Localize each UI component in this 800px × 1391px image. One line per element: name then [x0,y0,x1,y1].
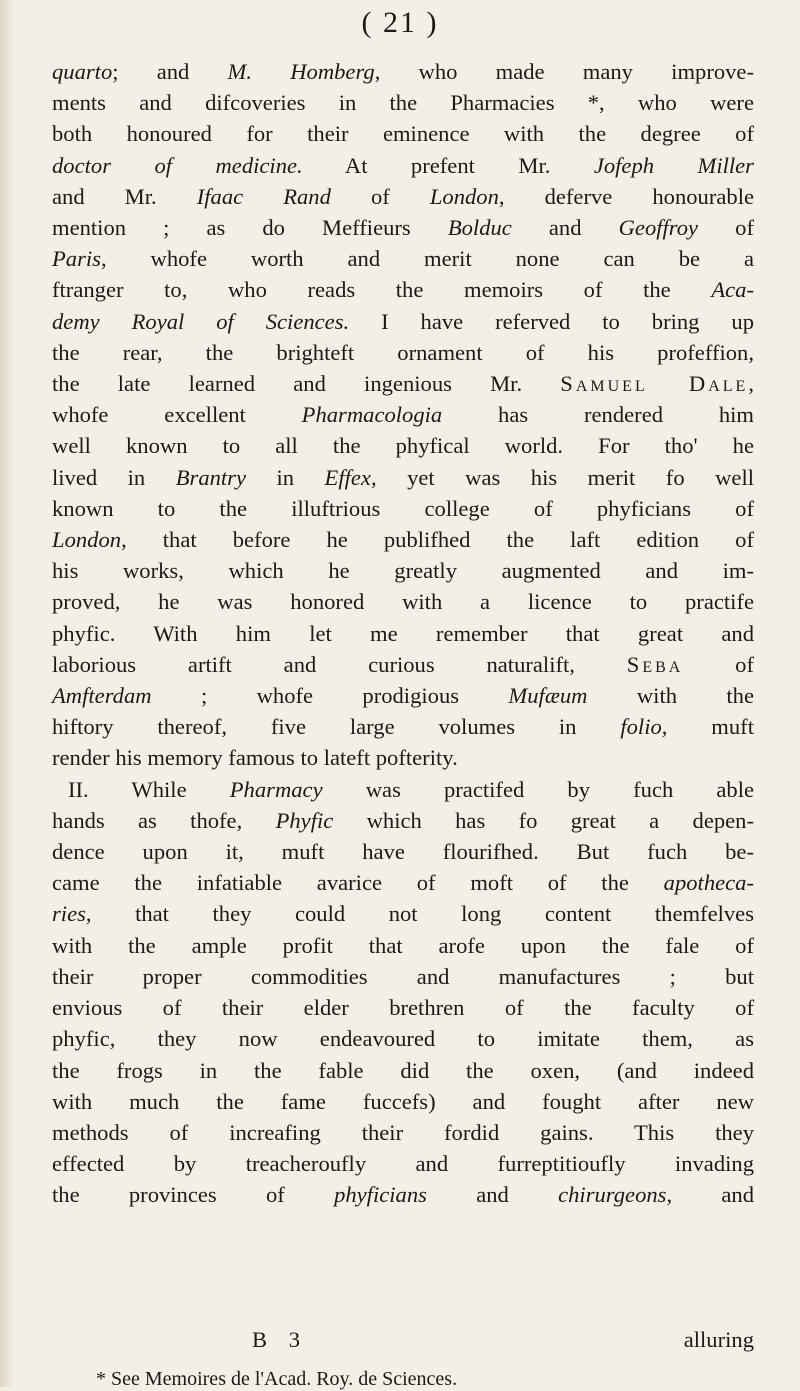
text-run: M. Homberg [227,59,375,84]
text-run: was practifed by fuch able [322,776,755,802]
text-run: Effex [324,464,371,490]
text-run: and [426,1182,559,1208]
text-run: Jofeph Miller [593,152,754,178]
text-run: his works, which he greatly augmented and im- [52,558,754,584]
text-run: Seba [626,651,684,677]
text-run: , deferve honourable [498,183,754,209]
page-gutter [0,0,14,1387]
text-run: with the ample profit that arofe upon the fale of [52,932,754,958]
text-line [52,524,754,555]
text-run: of [330,183,430,209]
text-run: phyficians [334,1182,427,1208]
text-line [52,930,754,961]
text-run: Geoffroy [618,215,699,241]
catchword: alluring [683,1327,754,1352]
text-run: , and [666,1182,754,1208]
text-run: their proper commodities and manufactures ; but [52,963,754,989]
text-line [52,586,754,617]
text-run: chirurgeons [558,1182,667,1208]
text-line [52,1023,754,1054]
text-run: quarto [52,59,113,84]
text-line [52,1055,754,1086]
text-run: the frogs in the fable did the oxen, (and indeed [52,1057,754,1083]
text-run: effected by treacheroufly and furreptitioufly invading [52,1151,754,1177]
text-run: proved, he was honored with a licence to practife [52,589,754,615]
text-run: Pharmacy [229,776,323,802]
text-line [52,898,754,929]
printer-signature: B 3 [252,1327,309,1352]
text-line [52,337,754,368]
text-run: Phyfic [275,807,334,833]
text-line [52,680,754,711]
text-line [52,306,754,337]
text-line [52,118,754,149]
text-run: doctor of medicine. [52,152,303,178]
page-number: ( 21 ) [361,6,439,39]
text-run: and Mr. [52,183,197,209]
text-run: London [52,527,122,553]
text-run: has rendered him [442,402,754,428]
text-run: I have referved to bring up [349,308,754,334]
text-run: , who made many improve- [374,59,754,84]
text-run: render his memory famous to lateft pofterity. [52,745,458,771]
text-run: ; and [112,59,228,84]
text-run: well known to all the phyfical world. For tho' he [52,433,754,459]
text-run: Bolduc [447,215,512,241]
text-line [52,805,754,836]
text-run: the late learned and ingenious Mr. [52,371,561,397]
text-run: methods of increafing their fordid gains. This they [52,1119,754,1145]
text-run: both honoured for their eminence with the degree of [52,121,754,147]
text-line [52,649,754,680]
text-line [52,742,754,773]
text-run: Aca- [711,277,754,303]
body-text [52,56,754,1211]
text-run: Brantry [175,464,247,490]
text-line [52,87,754,118]
text-run: the rear, the brighteft ornament of his profeffion, [52,339,754,365]
text-run: , whofe worth and merit none can be a [100,246,754,272]
text-run: laborious artift and curious naturalift, [52,651,627,677]
text-run: , that before he publifhed the laft edition of [121,527,754,553]
text-run: dence upon it, muft have flourifhed. But fuch be- [52,839,754,865]
text-run: hands as thofe, [52,807,276,833]
text-line [52,774,754,805]
text-run: with much the fame fuccefs) and fought after new [52,1088,754,1114]
text-run: of [698,215,754,241]
text-run: demy Royal of Sciences. [52,308,350,334]
text-line [52,961,754,992]
text-line [52,399,754,430]
text-run: lived in [52,464,176,490]
text-run: mention ; as do Meffieurs [52,215,448,241]
text-line [52,1148,754,1179]
text-run: ries [52,901,86,927]
text-run: phyfic. With him let me remember that great and [52,620,754,646]
footnote: * See Memoires de l'Acad. Roy. de Sciences. [96,1368,458,1390]
text-line [52,430,754,461]
text-line [52,368,754,399]
text-line [52,56,754,87]
text-run: apotheca- [663,870,754,896]
text-run: the provinces of [52,1182,335,1208]
text-line [52,274,754,305]
text-run: hiftory thereof, five large volumes in [52,714,621,740]
text-run: Paris [52,246,101,272]
signature-line [52,1327,754,1366]
text-run: , [748,371,754,397]
text-run: Amfterdam [52,683,152,709]
text-run: At prefent Mr. [302,152,594,178]
text-run: of [683,651,754,677]
text-run: envious of their elder brethren of the faculty of [52,995,754,1021]
text-run: and [511,215,619,241]
text-run: , that they could not long content themfelves [85,901,754,927]
text-run: Ifaac Rand [196,183,331,209]
text-line [52,243,754,274]
text-run: Samuel Dale [560,371,749,397]
text-line [52,1086,754,1117]
text-run: Mufæum [508,683,588,709]
text-run: , muft [661,714,754,740]
text-run: phyfic, they now endeavoured to imitate them, as [52,1026,754,1052]
text-run: came the infatiable avarice of moft of the [52,870,664,896]
text-line [52,992,754,1023]
text-run: Pharmacologia [301,402,443,428]
text-line [52,867,754,898]
text-run: II. While [68,776,230,802]
text-line [52,555,754,586]
text-line [52,618,754,649]
text-line [52,150,754,181]
text-run: in [246,464,325,490]
text-line [52,212,754,243]
text-run: known to the illuftrious college of phyficians of [52,495,754,521]
text-line [52,711,754,742]
text-line [52,1179,754,1210]
text-line [52,836,754,867]
text-run: ments and difcoveries in the Pharmacies *, who were [52,90,754,116]
text-run: which has fo great a depen- [333,807,754,833]
text-run: London [429,183,499,209]
text-run: whofe excellent [52,402,302,428]
text-line [52,1117,754,1148]
text-run: with the [587,683,754,709]
text-run: ; whofe prodigious [151,683,509,709]
text-line [52,462,754,493]
text-line [52,493,754,524]
text-run: folio [620,714,662,740]
text-run: , yet was his merit fo well [370,464,754,490]
text-run: ftranger to, who reads the memoirs of the [52,277,712,303]
text-line [52,181,754,212]
